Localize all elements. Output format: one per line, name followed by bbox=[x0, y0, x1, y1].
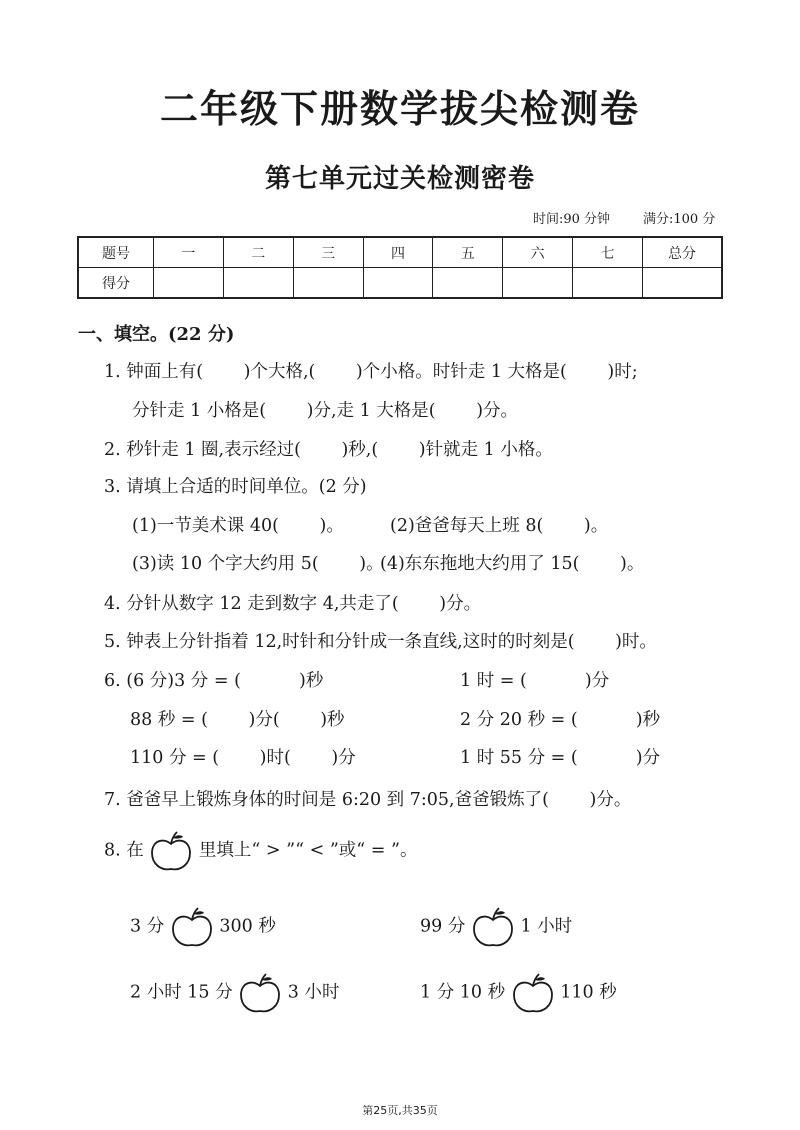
header-cell: 四 bbox=[363, 237, 433, 268]
score-table bbox=[77, 236, 723, 299]
score-cell[interactable] bbox=[433, 268, 503, 299]
page-number: 第25页,共35页 bbox=[362, 1104, 438, 1117]
question-8-prefix: 8. 在 bbox=[104, 840, 144, 861]
question-6-item-3: 88 秒 = ( )分( )秒 bbox=[130, 710, 345, 730]
question-6-item-6: 1 时 55 分 = ( )分 bbox=[460, 748, 661, 768]
compare-item-2 bbox=[420, 906, 572, 948]
compare-left: 1 分 10 秒 bbox=[420, 982, 506, 1003]
header-cell: 总分 bbox=[643, 237, 723, 268]
compare-item-3 bbox=[130, 972, 339, 1014]
question-2: 2. 秒针走 1 圈,表示经过( )秒,( )针就走 1 小格。 bbox=[104, 440, 553, 460]
header-cell: 三 bbox=[293, 237, 363, 268]
apple-answer-circle-icon[interactable] bbox=[471, 906, 515, 948]
compare-item-1 bbox=[130, 906, 276, 948]
question-6-item-5: 110 分 = ( )时( )分 bbox=[130, 748, 356, 768]
question-3-item-1: (1)一节美术课 40( )。 bbox=[132, 516, 344, 536]
apple-answer-circle-icon[interactable] bbox=[511, 972, 555, 1014]
header-cell: 一 bbox=[154, 237, 224, 268]
question-4: 4. 分针从数字 12 走到数字 4,共走了( )分。 bbox=[104, 594, 482, 614]
score-cell[interactable] bbox=[154, 268, 224, 299]
question-3-item-3: (3)读 10 个字大约用 5( )。 bbox=[132, 554, 384, 574]
compare-right: 110 秒 bbox=[560, 982, 617, 1003]
question-5: 5. 钟表上分针指着 12,时针和分针成一条直线,这时的时刻是( )时。 bbox=[104, 632, 657, 652]
header-cell: 六 bbox=[503, 237, 573, 268]
question-3-item-2: (2)爸爸每天上班 8( )。 bbox=[390, 516, 609, 536]
row-label: 得分 bbox=[78, 268, 154, 299]
question-1-line-1: 1. 钟面上有( )个大格,( )个小格。时针走 1 大格是( )时; bbox=[104, 362, 638, 382]
time-limit: 时间:90 分钟 bbox=[533, 212, 611, 227]
header-cell: 二 bbox=[223, 237, 293, 268]
question-8 bbox=[104, 830, 417, 872]
score-cell[interactable] bbox=[293, 268, 363, 299]
header-cell: 题号 bbox=[78, 237, 154, 268]
question-3: 3. 请填上合适的时间单位。(2 分) bbox=[104, 477, 367, 497]
question-7: 7. 爸爸早上锻炼身体的时间是 6:20 到 7:05,爸爸锻炼了( )分。 bbox=[104, 790, 632, 810]
question-3-item-4: (4)东东拖地大约用了 15( )。 bbox=[380, 554, 645, 574]
section-heading: 一、填空。(22 分) bbox=[78, 324, 235, 345]
apple-answer-circle-icon[interactable] bbox=[238, 972, 282, 1014]
full-score: 满分:100 分 bbox=[643, 212, 716, 227]
compare-right: 300 秒 bbox=[219, 916, 276, 937]
compare-right: 1 小时 bbox=[520, 916, 573, 937]
score-cell[interactable] bbox=[643, 268, 723, 299]
compare-left: 3 分 bbox=[130, 916, 165, 937]
compare-item-4 bbox=[420, 972, 617, 1014]
compare-right: 3 小时 bbox=[287, 982, 340, 1003]
score-cell[interactable] bbox=[223, 268, 293, 299]
compare-left: 2 小时 15 分 bbox=[130, 982, 233, 1003]
score-table-header-row bbox=[78, 237, 722, 268]
score-table-score-row bbox=[78, 268, 722, 299]
question-6-item-1: 6. (6 分)3 分 = ( )秒 bbox=[104, 671, 324, 691]
page-title: 二年级下册数学拔尖检测卷 bbox=[159, 87, 640, 131]
question-8-suffix: 里填上“ > ”“ < ”或“ = ”。 bbox=[198, 840, 418, 861]
header-cell: 七 bbox=[573, 237, 643, 268]
compare-left: 99 分 bbox=[420, 916, 466, 937]
apple-icon bbox=[149, 830, 193, 872]
score-cell[interactable] bbox=[363, 268, 433, 299]
question-1-line-2: 分针走 1 小格是( )分,走 1 大格是( )分。 bbox=[132, 401, 519, 421]
header-cell: 五 bbox=[433, 237, 503, 268]
score-cell[interactable] bbox=[503, 268, 573, 299]
question-6-item-4: 2 分 20 秒 = ( )秒 bbox=[460, 710, 661, 730]
score-cell[interactable] bbox=[573, 268, 643, 299]
question-6-item-2: 1 时 = ( )分 bbox=[460, 671, 610, 691]
page-subtitle: 第七单元过关检测密卷 bbox=[264, 164, 535, 194]
apple-answer-circle-icon[interactable] bbox=[170, 906, 214, 948]
